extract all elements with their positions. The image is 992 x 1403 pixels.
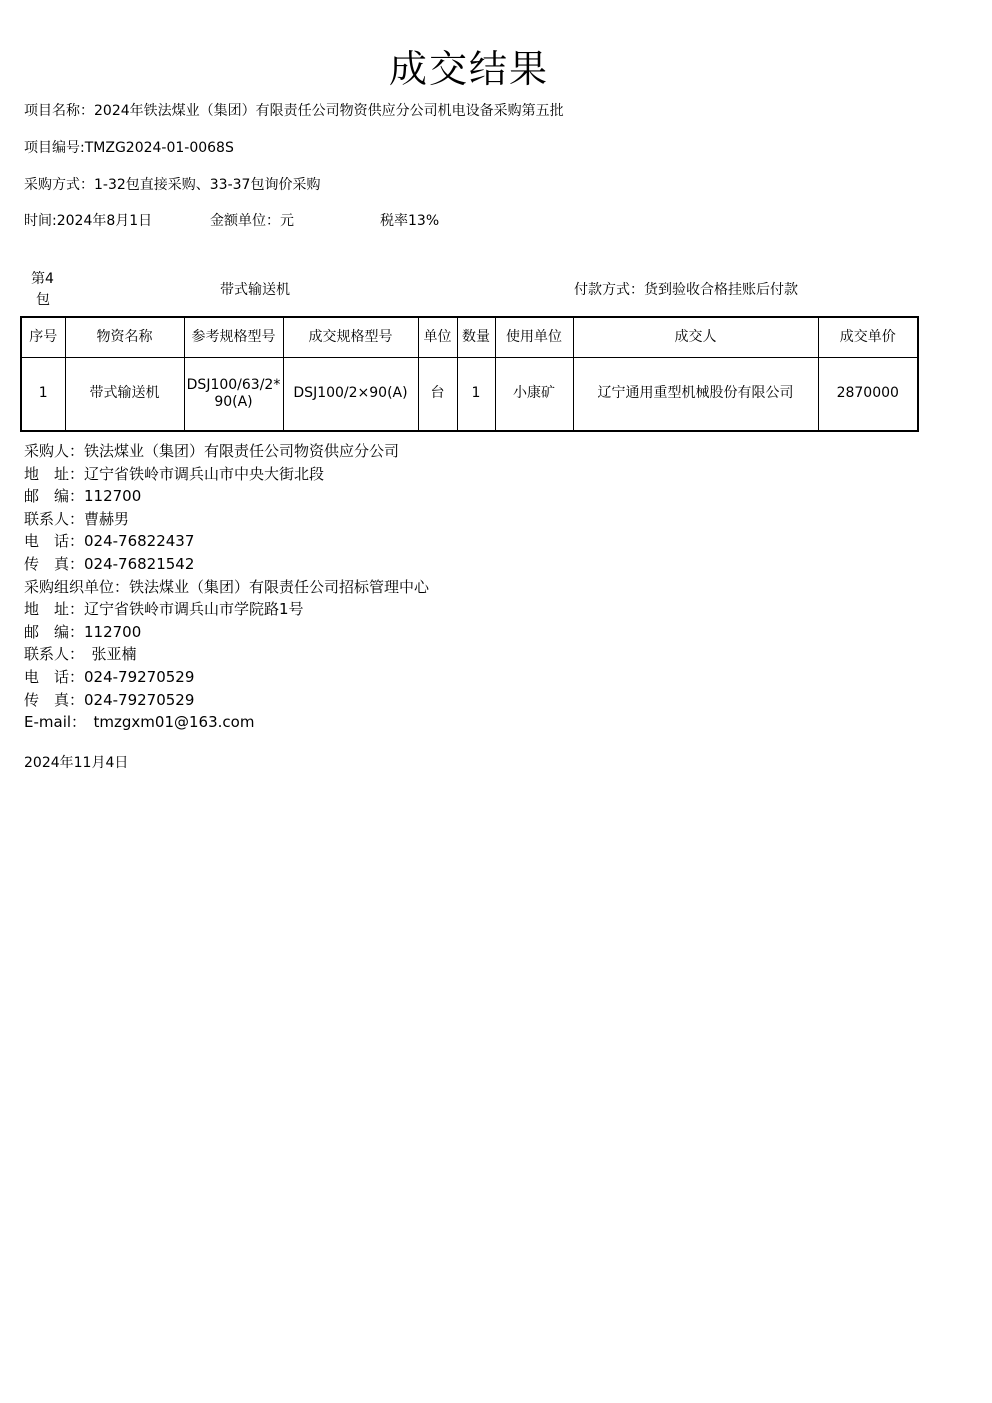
cell-index: 1 xyxy=(21,357,65,431)
cell-item-name: 带式输送机 xyxy=(65,357,184,431)
cell-quantity: 1 xyxy=(457,357,495,431)
org-email: E-mail： tmzgxm01@163.com xyxy=(24,713,255,732)
header-index: 序号 xyxy=(21,317,65,357)
results-table xyxy=(20,316,919,432)
header-quantity: 数量 xyxy=(457,317,495,357)
table-row xyxy=(21,357,918,431)
cell-unit: 台 xyxy=(418,357,457,431)
package-number-line1: 第4 xyxy=(31,271,54,287)
contact-block xyxy=(24,440,429,734)
page-title: 成交结果 xyxy=(388,47,549,91)
header-winner: 成交人 xyxy=(573,317,818,357)
buyer: 采购人：铁法煤业（集团）有限责任公司物资供应分公司 xyxy=(24,442,400,460)
org-contact: 联系人： 张亚楠 xyxy=(24,645,137,664)
header-deal-spec: 成交规格型号 xyxy=(283,317,418,357)
org: 采购组织单位：铁法煤业（集团）有限责任公司招标管理中心 xyxy=(24,577,430,596)
package-number-line2: 包 xyxy=(36,292,50,308)
project-name: 项目名称：2024年铁法煤业（集团）有限责任公司物资供应分公司机电设备采购第五批 xyxy=(24,103,564,119)
tax-rate: 税率13% xyxy=(380,213,440,229)
cell-reference-spec: DSJ100/63/2*90(A) xyxy=(184,357,283,431)
header-user-unit: 使用单位 xyxy=(495,317,573,357)
org-phone: 电 话：024-79270529 xyxy=(24,667,195,686)
buyer-phone: 电 话：024-76822437 xyxy=(24,532,195,551)
buyer-zip: 邮 编：112700 xyxy=(24,487,142,506)
header-item-name: 物资名称 xyxy=(65,317,184,357)
cell-unit-price: 2870000 xyxy=(818,357,918,431)
header-reference-spec: 参考规格型号 xyxy=(184,317,283,357)
payment-terms: 付款方式：货到验收合格挂账后付款 xyxy=(574,282,798,298)
cell-winner: 辽宁通用重型机械股份有限公司 xyxy=(573,357,818,431)
org-fax: 传 真：024-79270529 xyxy=(24,690,195,709)
buyer-contact: 联系人：曹赫男 xyxy=(24,509,130,528)
cell-user-unit: 小康矿 xyxy=(495,357,573,431)
header-unit: 单位 xyxy=(418,317,457,357)
buyer-fax: 传 真：024-76821542 xyxy=(24,554,195,573)
package-name: 带式输送机 xyxy=(220,282,290,298)
cell-deal-spec: DSJ100/2×90(A) xyxy=(283,357,418,431)
currency-unit: 金额单位：元 xyxy=(210,213,294,229)
project-number: 项目编号:TMZG2024-01-0068S xyxy=(24,140,234,156)
buyer-address: 地 址：辽宁省铁岭市调兵山市中央大街北段 xyxy=(24,464,325,483)
org-zip: 邮 编：112700 xyxy=(24,622,142,641)
issue-date: 2024年11月4日 xyxy=(24,755,129,771)
notice-time: 时间:2024年8月1日 xyxy=(24,213,153,229)
procurement-method: 采购方式：1-32包直接采购、33-37包询价采购 xyxy=(24,177,321,193)
org-address: 地 址：辽宁省铁岭市调兵山市学院路1号 xyxy=(24,600,304,619)
header-unit-price: 成交单价 xyxy=(818,317,918,357)
table-header-row xyxy=(21,317,918,357)
